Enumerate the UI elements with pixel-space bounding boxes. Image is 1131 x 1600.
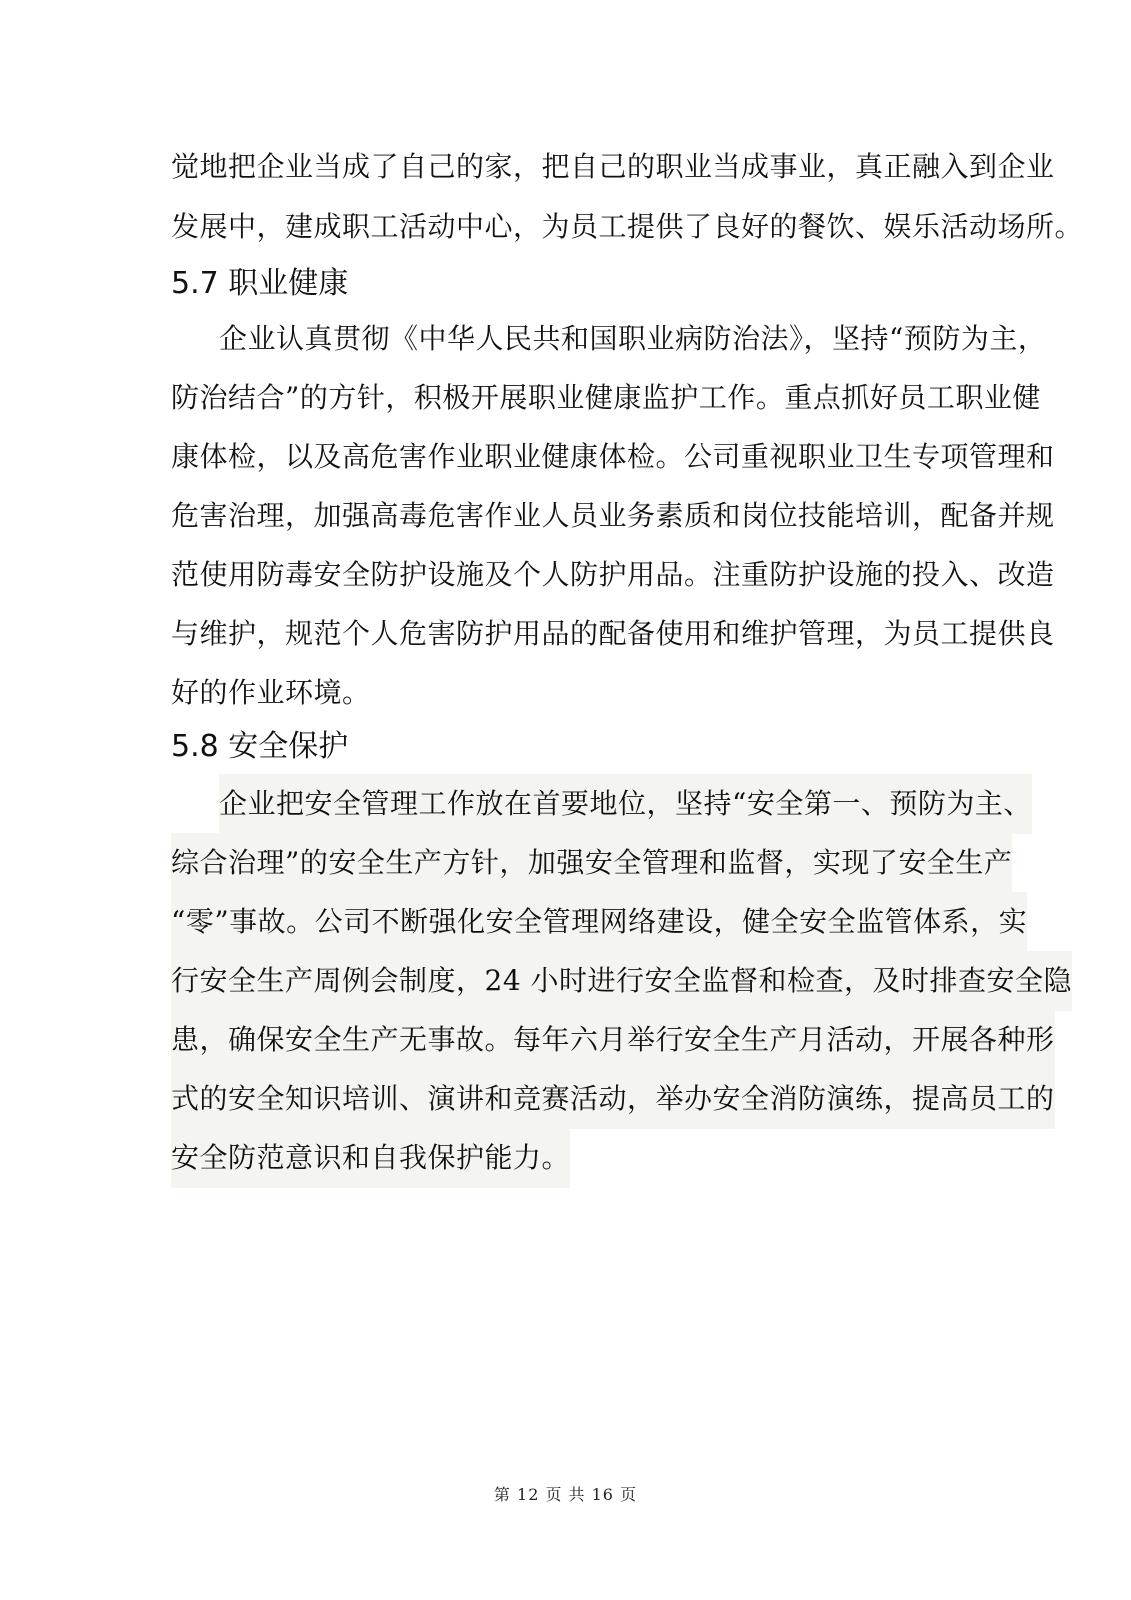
paragraph-line: 防治结合”的方针，积极开展职业健康监护工作。重点抓好员工职业健 [171,381,1041,414]
paragraph-line: “零”事故。公司不断强化安全管理网络建设，健全安全监管体系，实 [171,892,1027,952]
paragraph-line: 安全防范意识和自我保护能力。 [171,1128,570,1188]
paragraph-line: 患，确保安全生产无事故。每年六月举行安全生产月活动，开展各种形 [171,1010,1055,1070]
page-footer: 第 12 页 共 16 页 [493,1485,638,1504]
paragraph-line: 危害治理，加强高毒危害作业人员业务素质和岗位技能培训，配备并规 [171,499,1055,532]
paragraph-line: 康体检，以及高危害作业职业健康体检。公司重视职业卫生专项管理和 [171,440,1055,473]
paragraph-line: 与维护，规范个人危害防护用品的配备使用和维护管理，为员工提供良 [171,617,1055,650]
paragraph-line: 企业认真贯彻《中华人民共和国职业病防治法》，坚持“预防为主， [219,322,1047,355]
paragraph-line: 式的安全知识培训、演讲和竞赛活动，举办安全消防演练，提高员工的 [171,1069,1055,1129]
paragraph-line: 发展中，建成职工活动中心，为员工提供了良好的餐饮、娱乐活动场所。 [171,210,1084,243]
paragraph-line: 企业把安全管理工作放在首要地位，坚持“安全第一、预防为主、 [219,774,1032,834]
paragraph-line: 好的作业环境。 [171,676,371,709]
paragraph-line: 觉地把企业当成了自己的家，把自己的职业当成事业，真正融入到企业 [171,150,1055,183]
paragraph-line: 综合治理”的安全生产方针，加强安全管理和监督，实现了安全生产 [171,833,1012,893]
paragraph-line: 行安全生产周例会制度，24 小时进行安全监督和检查，及时排查安全隐 [171,951,1072,1011]
section-heading-5-8: 5.8 安全保护 [171,729,349,764]
section-heading-5-7: 5.7 职业健康 [171,266,349,301]
paragraph-line: 范使用防毒安全防护设施及个人防护用品。注重防护设施的投入、改造 [171,558,1055,591]
